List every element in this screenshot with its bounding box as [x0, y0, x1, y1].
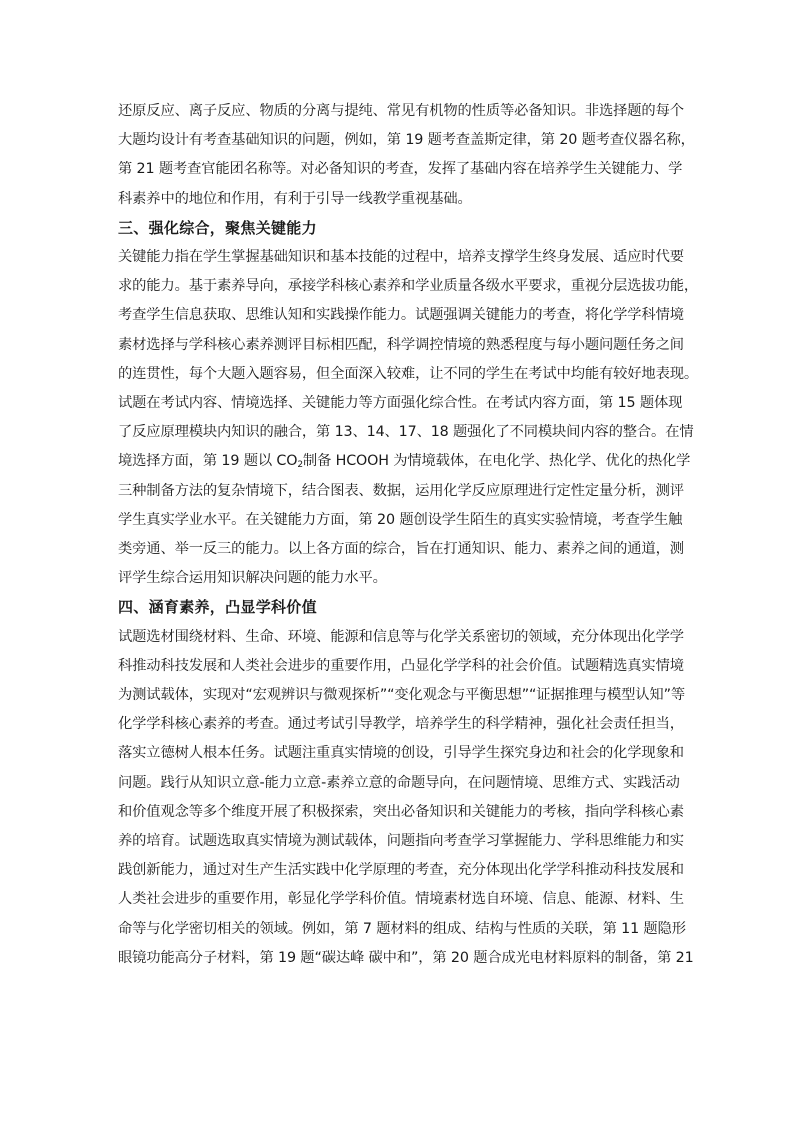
section4-paragraph — [118, 623, 694, 973]
text-line: 为测试载体，实现对“宏观辨识与微观探析”“变化观念与平衡思想”“证据推理与模型认知”等 — [118, 687, 685, 704]
text-line: 试题在考试内容、情境选择、关键能力等方面强化综合性。在考试内容方面，第 15 题体现 — [118, 395, 683, 412]
text-line: 了反应原理模块内知识的融合，第 13、14、17、18 题强化了不同模块间内容的整合。在情 — [118, 424, 694, 441]
text-line: 践创新能力，通过对生产生活实践中化学原理的考查，充分体现出化学学科推动科技发展和 — [118, 862, 684, 879]
text-line: 和价值观念等多个维度开展了积极探索，突出必备知识和关键能力的考核，指向学科核心素 — [118, 803, 684, 820]
text-line: 落实立德树人根本任务。试题注重真实情境的创设，引导学生探究身边和社会的化学现象和 — [118, 745, 684, 762]
section3-paragraph — [118, 243, 699, 593]
intro-paragraph — [118, 97, 695, 214]
text-line: 关键能力指在学生掌握基础知识和基本技能的过程中，培养支撑学生终身发展、适应时代要 — [118, 249, 684, 266]
co2-subscript: 2 — [297, 460, 303, 471]
document-page — [118, 97, 699, 973]
text-line: 眼镜功能高分子材料，第 19 题“碳达峰 碳中和”，第 20 题合成光电材料原料的制备，第 21 — [118, 949, 694, 966]
text-line: 学生真实学业水平。在关键能力方面，第 20 题创设学生陌生的真实实验情境，考查学生触 — [118, 511, 683, 528]
text-line: 科素养中的地位和作用，有利于引导一线教学重视基础。 — [118, 190, 472, 207]
text-line: 评学生综合运用知识解决问题的能力水平。 — [118, 570, 387, 587]
text-line: 试题选材围绕材料、生命、环境、能源和信息等与化学关系密切的领域，充分体现出化学学 — [118, 628, 684, 645]
co2-before: 境选择方面，第 19 题以 CO — [118, 453, 298, 470]
text-line: 人类社会进步的重要作用，彰显化学学科价值。情境素材选自环境、信息、能源、材料、生 — [118, 891, 684, 908]
text-line: 的连贯性，每个大题入题容易，但全面深入较难，让不同的学生在考试中均能有较好地表现。 — [118, 365, 699, 382]
text-line: 命等与化学密切相关的领域。例如，第 7 题材料的组成、结构与性质的关联，第 11 题隐形 — [118, 920, 686, 937]
co2-after: 制备 HCOOH 为情境载体，在电化学、热化学、优化的热化学 — [302, 453, 691, 470]
text-line: 大题均设计有考查基础知识的问题，例如，第 19 题考查盖斯定律，第 20 题考查仪器名称， — [118, 132, 695, 149]
section-heading-3: 三、强化综合，聚焦关键能力 — [118, 218, 317, 237]
text-line: 问题。践行从知识立意-能力立意-素养立意的命题导向，在问题情境、思维方式、实践活动 — [118, 774, 680, 791]
text-line-co2 — [118, 447, 691, 476]
text-line: 考查学生信息获取、思维认知和实践操作能力。试题强调关键能力的考查，将化学学科情境 — [118, 307, 684, 324]
text-line: 三种制备方法的复杂情境下，结合图表、数据，运用化学反应原理进行定性定量分析，测评 — [118, 482, 684, 499]
text-line: 科推动科技发展和人类社会进步的重要作用，凸显化学学科的社会价值。试题精选真实情境 — [118, 657, 684, 674]
section-heading-4: 四、涵育素养，凸显学科价值 — [118, 598, 317, 617]
text-line: 类旁通、举一反三的能力。以上各方面的综合，旨在打通知识、能力、素养之间的通道，测 — [118, 541, 684, 558]
text-line: 第 21 题考查官能团名称等。对必备知识的考查，发挥了基础内容在培养学生关键能力、学 — [118, 161, 683, 178]
text-line: 养的培育。试题选取真实情境为测试载体，问题指向考查学习掌握能力、学科思维能力和实 — [118, 833, 684, 850]
text-line: 化学学科核心素养的考查。通过考试引导教学，培养学生的科学精神，强化社会责任担当， — [118, 716, 684, 733]
text-line: 素材选择与学科核心素养测评目标相匹配，科学调控情境的熟悉程度与每小题问题任务之间 — [118, 336, 684, 353]
text-line: 还原反应、离子反应、物质的分离与提纯、常见有机物的性质等必备知识。非选择题的每个 — [118, 103, 684, 119]
text-line: 求的能力。基于素养导向，承接学科核心素养和学业质量各级水平要求，重视分层选拔功能， — [118, 278, 699, 295]
